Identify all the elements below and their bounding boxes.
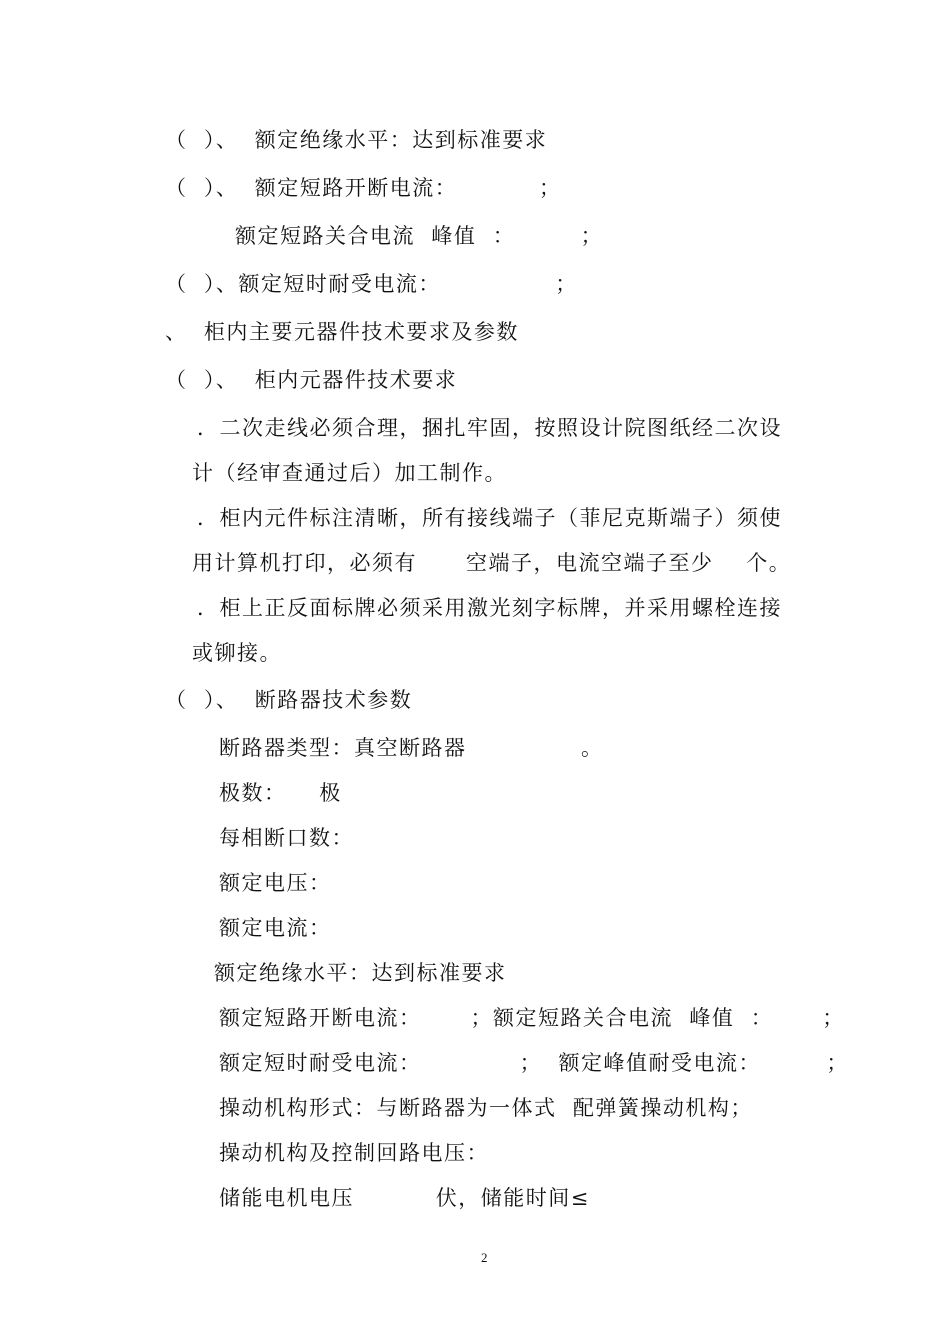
line-poles: 极数： 极 — [219, 781, 342, 805]
line-insulation-level: （ ）、 额定绝缘水平：达到标准要求 — [165, 128, 548, 152]
line-control-circuit-voltage: 操动机构及控制回路电压： — [219, 1141, 489, 1165]
subsection-heading-breaker-parameters: （ ）、 断路器技术参数 — [165, 688, 413, 712]
line-short-circuit-breaking-current: （ ）、 额定短路开断电流： ； — [165, 176, 562, 200]
line-breaker-type: 断路器类型：真空断路器 。 — [219, 736, 604, 760]
line-breaks-per-phase: 每相断口数： — [219, 826, 354, 850]
line-motor-voltage-charging-time: 储能电机电压 伏，储能时间≤ — [219, 1186, 590, 1210]
paragraph-wiring-line-2: 计（经审查通过后）加工制作。 — [192, 461, 507, 485]
line-rated-voltage: 额定电压： — [219, 871, 332, 895]
paragraph-terminals-line-1: ．柜内元件标注清晰，所有接线端子（菲尼克斯端子）须使 — [197, 506, 782, 530]
page-number: 2 — [481, 1250, 488, 1265]
section-heading-components: 、 柜内主要元器件技术要求及参数 — [165, 320, 519, 344]
line-breaker-insulation-level: 额定绝缘水平：达到标准要求 — [214, 961, 507, 985]
line-short-time-withstand-current: （ ）、额定短时耐受电流： ； — [165, 272, 578, 296]
subsection-heading-component-requirements: （ ）、 柜内元器件技术要求 — [165, 368, 458, 392]
line-breaker-withstand-currents: 额定短时耐受电流： ； 额定峰值耐受电流： ； — [219, 1051, 849, 1075]
paragraph-nameplate-line-2: 或铆接。 — [192, 641, 282, 665]
paragraph-wiring-line-1: ．二次走线必须合理，捆扎牢固，按照设计院图纸经二次设 — [197, 416, 782, 440]
line-rated-current: 额定电流： — [219, 916, 332, 940]
line-short-circuit-making-current: 额定短路关合电流 峰值 ： ； — [235, 224, 604, 248]
paragraph-nameplate-line-1: ．柜上正反面标牌必须采用激光刻字标牌，并采用螺栓连接 — [197, 596, 782, 620]
line-breaker-short-circuit-currents: 额定短路开断电流： ；额定短路关合电流 峰值 ： ； — [219, 1006, 845, 1030]
line-operating-mechanism-type: 操动机构形式：与断路器为一体式 配弹簧操动机构； — [219, 1096, 753, 1120]
paragraph-terminals-line-2: 用计算机打印，必须有 空端子，电流空端子至少 个。 — [192, 551, 792, 575]
